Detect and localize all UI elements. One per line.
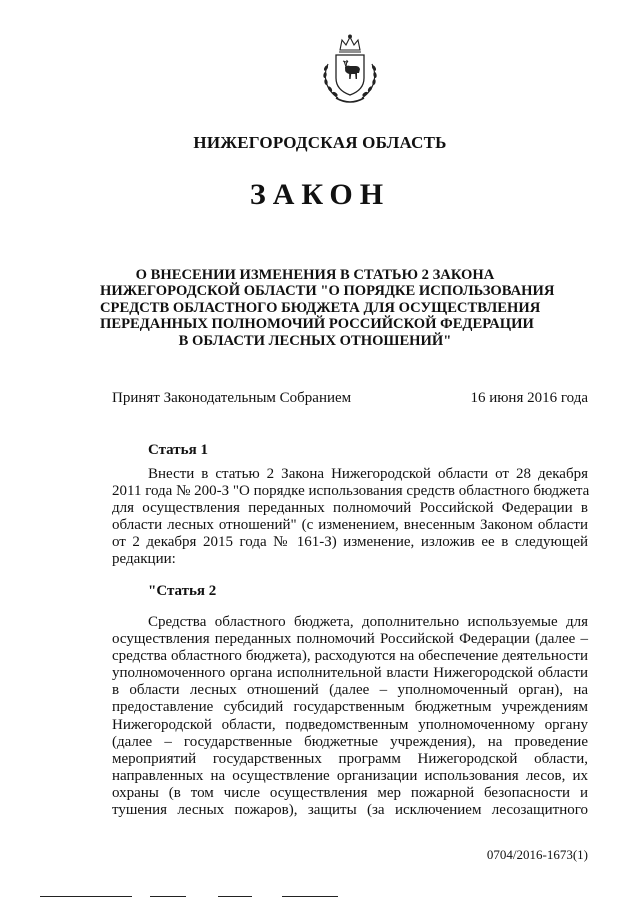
article-1-text [112, 466, 588, 569]
scan-artifact-line [218, 896, 252, 897]
article-2-text [112, 614, 588, 819]
law-title: ЗАКОН [249, 178, 391, 211]
subject-line: В ОБЛАСТИ ЛЕСНЫХ ОТНОШЕНИЙ" [178, 332, 452, 349]
text-line: осуществления переданных полномочий Российской Федерации (далее – [112, 631, 588, 648]
region-name: НИЖЕГОРОДСКАЯ ОБЛАСТЬ [193, 133, 447, 152]
coat-of-arms-icon [316, 34, 384, 108]
text-line: Нижегородской области, подведомственным уполномоченному органу [112, 716, 588, 733]
adoption-date: 16 июня 2016 года [470, 390, 588, 406]
text-line: от 2 декабря 2015 года № 161-З) изменение, изложив ее в следующей [112, 534, 588, 551]
scan-artifact-line [40, 896, 132, 897]
text-line: (далее – государственные бюджетные учреждения), на проведение [112, 733, 588, 750]
article-2-heading: "Статья 2 [148, 583, 217, 599]
text-line: для осуществления переданных полномочий Российской Федерации в [112, 500, 588, 517]
law-subject [100, 267, 555, 349]
text-line: охраны (в том числе осуществления мер пожарной безопасности и [112, 784, 588, 801]
scan-artifact-line [150, 896, 186, 897]
text-line: в области лесных отношений (далее – уполномоченный орган), на [112, 682, 588, 699]
text-line: предоставление субсидий государственным бюджетным учреждениям [112, 699, 588, 716]
text-line: тушения лесных пожаров), защиты (за исключением лесозащитного [112, 802, 588, 819]
text-line: Внести в статью 2 Закона Нижегородской области от 28 декабря [148, 466, 588, 482]
text-line: уполномоченного органа исполнительной власти Нижегородской области [112, 665, 588, 682]
text-line: направленных на осуществление организации использования лесов, их [112, 767, 588, 784]
subject-line: СРЕДСТВ ОБЛАСТНОГО БЮДЖЕТА ДЛЯ ОСУЩЕСТВЛЕНИЯ [100, 299, 541, 316]
document-number: 0704/2016-1673(1) [486, 847, 588, 862]
text-line: области лесных отношений" (с изменением, внесенным Законом области [112, 517, 588, 534]
text-line: Средства областного бюджета, дополнительно используемые для [148, 614, 588, 630]
scan-artifact-line [282, 896, 338, 897]
text-line: 2011 года № 200-З "О порядке использования средств областного бюджета [112, 483, 590, 500]
text-line: мероприятий государственных программ Нижегородской области, [112, 750, 588, 767]
adopting-body: Принят Законодательным Собранием [112, 390, 352, 406]
text-line: средства областного бюджета), расходуются на обеспечение деятельности [112, 648, 588, 665]
text-line: редакции: [112, 551, 176, 568]
article-1-heading: Статья 1 [148, 442, 208, 458]
subject-line: ПЕРЕДАННЫХ ПОЛНОМОЧИЙ РОССИЙСКОЙ ФЕДЕРАЦИИ [100, 316, 534, 333]
subject-line: НИЖЕГОРОДСКОЙ ОБЛАСТИ "О ПОРЯДКЕ ИСПОЛЬЗОВАНИЯ [100, 283, 555, 300]
subject-line: О ВНЕСЕНИИ ИЗМЕНЕНИЯ В СТАТЬЮ 2 ЗАКОНА [135, 267, 495, 283]
adoption-line [112, 390, 588, 407]
